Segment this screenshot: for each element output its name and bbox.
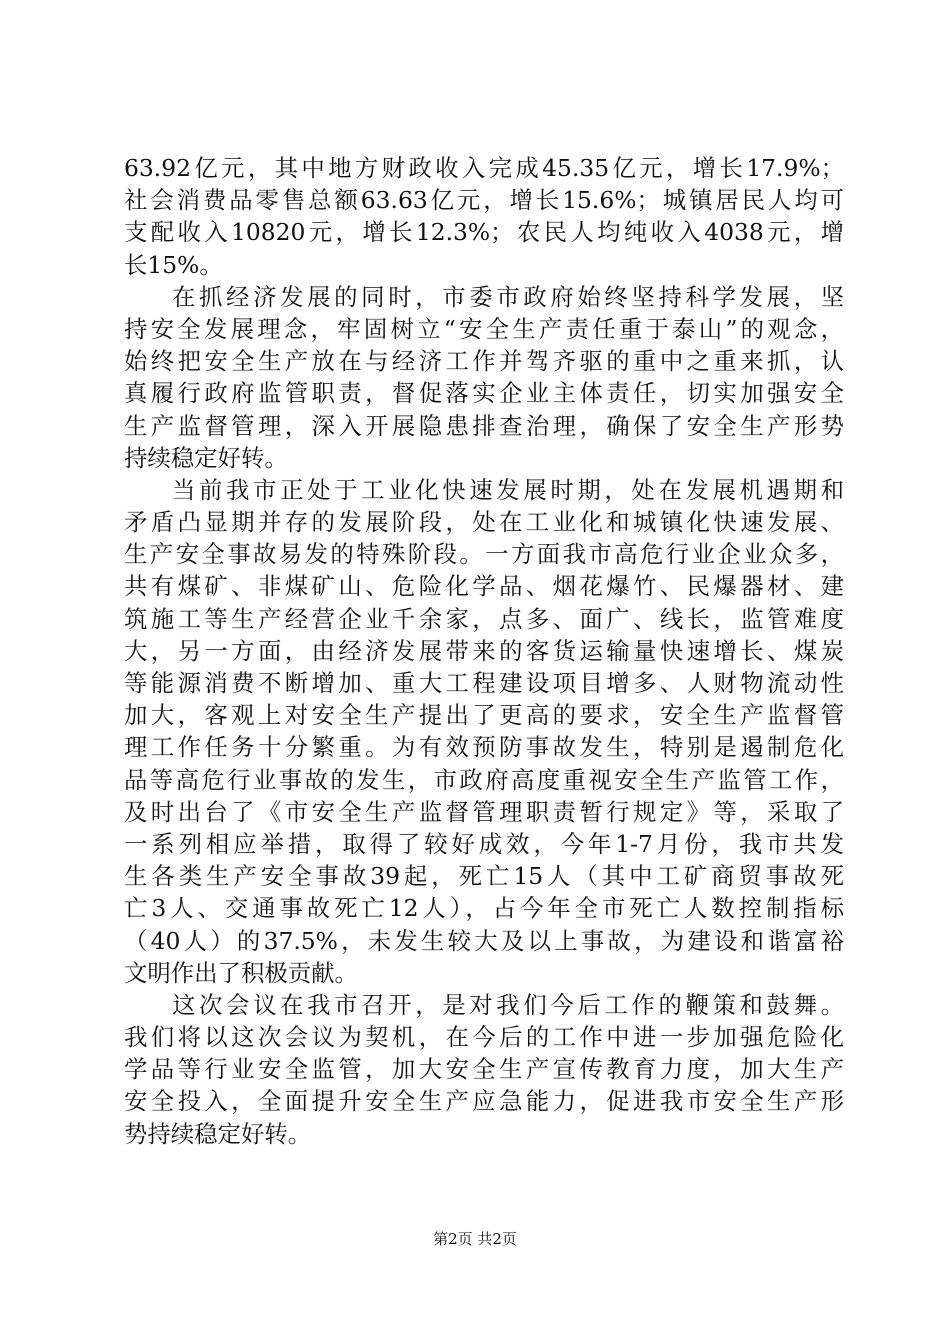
document-body xyxy=(124,152,844,1150)
text-line: （40人）的37.5%，未发生较大及以上事故，为建设和谐富裕 xyxy=(124,926,844,955)
text-line: 长15%。 xyxy=(124,250,223,279)
page-footer xyxy=(0,1228,950,1249)
text-line: 当前我市正处于工业化快速发展时期，处在发展机遇期和 xyxy=(172,475,844,504)
text-line: 这次会议在我市召开，是对我们今后工作的鞭策和鼓舞。 xyxy=(172,990,844,1019)
page-number: 第2页 共2页 xyxy=(433,1230,517,1248)
text-line: 在抓经济发展的同时，市委市政府始终坚持科学发展，坚 xyxy=(172,282,844,311)
text-line: 品等高危行业事故的发生，市政府高度重视安全生产监管工作， xyxy=(124,765,844,794)
text-line: 支配收入10820元，增长12.3%；农民人均纯收入4038元，增 xyxy=(124,218,844,247)
text-line: 真履行政府监管职责，督促落实企业主体责任，切实加强安全 xyxy=(124,379,844,408)
text-line: 安全投入，全面提升安全生产应急能力，促进我市安全生产形 xyxy=(124,1087,844,1116)
paragraph-2 xyxy=(124,281,844,474)
text-line: 始终把安全生产放在与经济工作并驾齐驱的重中之重来抓，认 xyxy=(124,347,844,376)
paragraph-3 xyxy=(124,474,844,989)
text-line: 学品等行业安全监管，加大安全生产宣传教育力度，加大生产 xyxy=(124,1055,844,1084)
text-line: 社会消费品零售总额63.63亿元，增长15.6%；城镇居民人均可 xyxy=(124,186,844,215)
text-line: 加大，客观上对安全生产提出了更高的要求，安全生产监督管 xyxy=(124,701,844,730)
text-line: 持安全发展理念，牢固树立“安全生产责任重于泰山”的观念， xyxy=(124,314,844,343)
text-line: 亡3人、交通事故死亡12人），占今年全市死亡人数控制指标 xyxy=(124,894,844,923)
text-line: 及时出台了《市安全生产监督管理职责暂行规定》等，采取了 xyxy=(124,797,844,826)
text-line: 大，另一方面，由经济发展带来的客货运输量快速增长、煤炭 xyxy=(124,636,844,665)
text-line: 持续稳定好转。 xyxy=(124,443,288,472)
text-line: 生产监督管理，深入开展隐患排查治理，确保了安全生产形势 xyxy=(124,411,844,440)
paragraph-4 xyxy=(124,989,844,1150)
text-line: 我们将以这次会议为契机，在今后的工作中进一步加强危险化 xyxy=(124,1023,844,1052)
text-line: 势持续稳定好转。 xyxy=(124,1119,312,1148)
text-line: 筑施工等生产经营企业千余家，点多、面广、线长，监管难度 xyxy=(124,604,844,633)
text-line: 等能源消费不断增加、重大工程建设项目增多、人财物流动性 xyxy=(124,669,844,697)
text-line: 理工作任务十分繁重。为有效预防事故发生，特别是遏制危化 xyxy=(124,733,844,762)
text-line: 共有煤矿、非煤矿山、危险化学品、烟花爆竹、民爆器材、建 xyxy=(124,572,844,601)
text-line: 生产安全事故易发的特殊阶段。一方面我市高危行业企业众多， xyxy=(124,540,844,569)
text-line: 文明作出了积极贡献。 xyxy=(124,958,358,987)
text-line: 矛盾凸显期并存的发展阶段，处在工业化和城镇化快速发展、 xyxy=(124,508,844,537)
text-line: 生各类生产安全事故39起，死亡15人（其中工矿商贸事故死 xyxy=(124,862,844,891)
paragraph-1 xyxy=(124,152,844,281)
text-line: 一系列相应举措，取得了较好成效，今年1-7月份，我市共发 xyxy=(124,829,844,858)
text-line: 63.92亿元，其中地方财政收入完成45.35亿元，增长17.9%； xyxy=(124,154,844,182)
